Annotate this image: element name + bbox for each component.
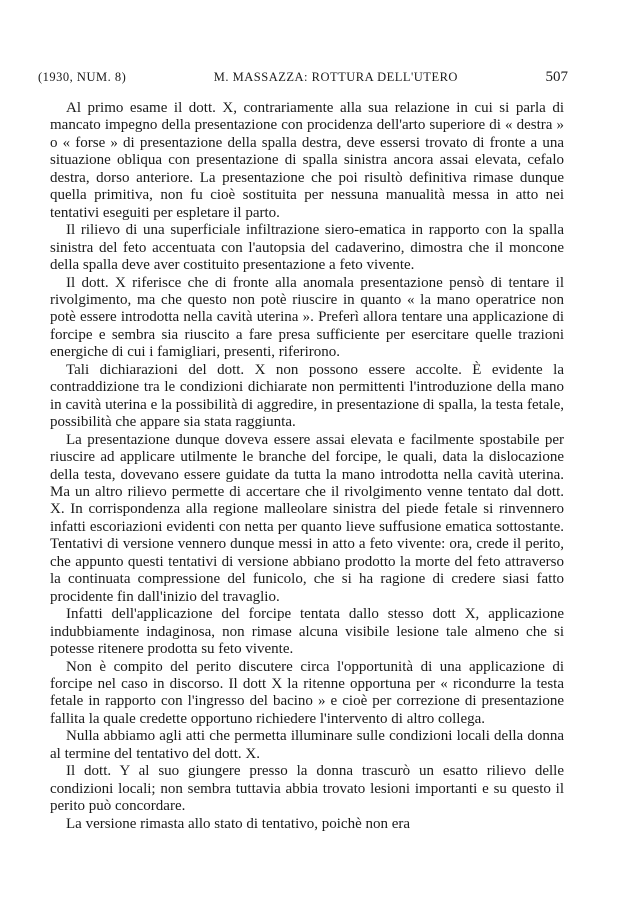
body-text: [50, 100, 564, 833]
paragraph: Al primo esame il dott. X, contrariamente alla sua relazione in cui si parla di mancato impegno della presentazione con procidenza dell'arto superiore di « destra » o « forse » di presentazione della spalla destra, deve essersi trovato di fronte a una situazione obliqua con presentazione di spalla sinistra ancora assai elevata, cefalo destra, dorso anteriore. La presentazione che poi risultò definitiva rimase dunque quella primitiva, non fu cioè sostituita per nessuna manualità messa in atto nei tentativi eseguiti per espletare il parto.: [50, 100, 564, 221]
paragraph: Tali dichiarazioni del dott. X non possono essere accolte. È evidente la contraddizione tra le condizioni dichiarate non permittenti l'introduzione della mano in cavità uterina e la possibilità di aggredire, in presentazione di spalla, la testa fetale, possibilità che appare sia stata raggiunta.: [50, 361, 564, 431]
paragraph: Nulla abbiamo agli atti che permetta illuminare sulle condizioni locali della donna al termine del tentativo del dott. X.: [50, 728, 564, 762]
page-number: 507: [545, 69, 568, 85]
header-title: M. MASSAZZA: ROTTURA DELL'UTERO: [213, 70, 458, 84]
paragraph: Non è compito del perito discutere circa l'opportunità di una applicazione di forcipe nel caso in discorso. Il dott X la ritenne opportuna per « ricondurre la testa fetale in rapporto con l'ingresso del bacino » e cioè per correzione di presentazione fallita la quale credette opportuno richiedere l'intervento di altro collega.: [50, 658, 564, 727]
paragraph: Il dott. X riferisce che di fronte alla anomala presentazione pensò di tentare il rivolgimento, ma che questo non potè riuscire in quanto « la mano operatrice non potè essere introdotta nella cavità uterina ». Preferì allora tentare una applicazione di forcipe e sembra sia riuscito a fare presa sufficiente per esercitare quelle trazioni energiche di cui i famigliari, presenti, riferirono.: [50, 274, 564, 361]
paragraph: Infatti dell'applicazione del forcipe tentata dallo stesso dott X, applicazione indubbiamente indaginosa, non rimase alcuna visibile lesione tale almeno che si potesse ritenere prodotta su feto vivente.: [50, 606, 564, 658]
paragraph: La presentazione dunque doveva essere assai elevata e facilmente spostabile per riuscire ad applicare utilmente le branche del forcipe, le quali, data la dislocazione della testa, dovevano essere guidate da tutta la mano introdotta nella cavità uterina. Ma un altro rilievo permette di accertare che il rivolgimento venne tentato dal dott. X. In corrispondenza alla regione malleolare sinistra del piede fetale si rinvennero infatti escoriazioni evidenti con netta per quanto lieve suffusione ematica sottostante. Tentativi di versione vennero dunque messi in atto a feto vivente: ora, crede il perito, che appunto questi tentativi di versione abbiano prodotto la morte del feto attraverso la continuata compressione del funicolo, che si ha ragione di credere siasi fatto procidente fin dall'inizio del travaglio.: [50, 431, 564, 605]
paragraph: Il rilievo di una superficiale infiltrazione siero-ematica in rapporto con la spalla sinistra del feto accentuata con l'autopsia del cadaverino, dimostra che il moncone della spalla deve aver costituito presentazione a feto vivente.: [50, 222, 564, 274]
header-issue: (1930, NUM. 8): [38, 70, 127, 84]
paragraph: Il dott. Y al suo giungere presso la donna trascurò un esatto rilievo delle condizioni locali; non sembra tuttavia abbia trovato lesioni importanti e su questo il perito può concordare.: [50, 763, 564, 815]
paragraph: La versione rimasta allo stato di tentativo, poichè non era: [66, 815, 411, 832]
running-header: [38, 69, 568, 86]
